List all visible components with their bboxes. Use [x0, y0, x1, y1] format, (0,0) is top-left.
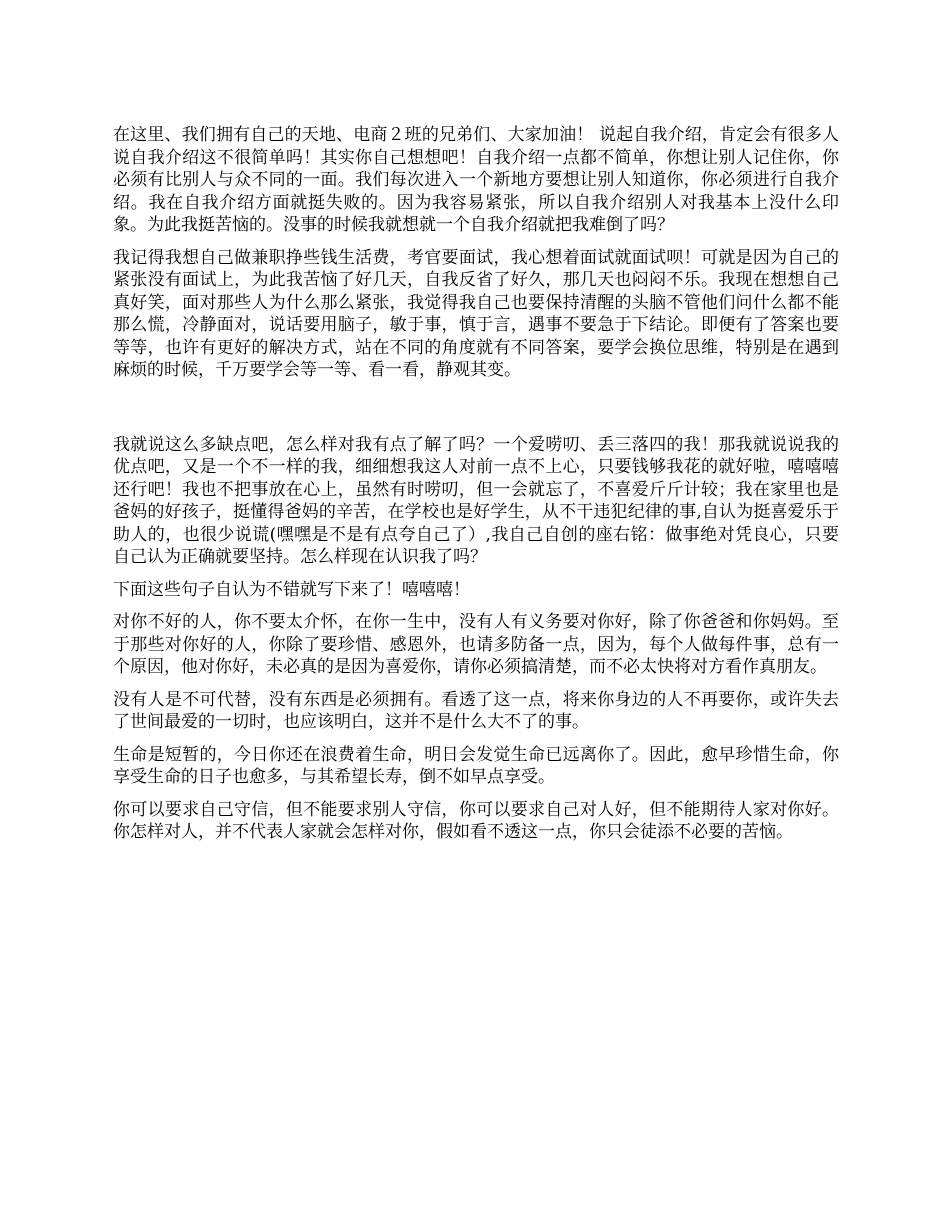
paragraph-intro: 在这里、我们拥有自己的天地、电商２班的兄弟们、大家加油！ 说起自我介绍，肯定会有很多人说自我介绍这不很简单吗！其实你自己想想吧！自我介绍一点都不简单，你想让别人记住你，你必须有比别人与众不同的一面。我们每次进入一个新地方要想让别人知道你，你必须进行自我介绍。我在自我介绍方面就挺失败的。因为我容易紧张，所以自我介绍别人对我基本上没什么印象。为此我挺苦恼的。没事的时候我就想就一个自我介绍就把我难倒了吗？: [113, 125, 839, 235]
paragraph-quotes-intro: 下面这些句子自认为不错就写下来了！嘻嘻嘻！: [113, 579, 470, 600]
paragraph-quote-3: 生命是短暂的，今日你还在浪费着生命，明日会发觉生命已远离你了。因此，愈早珍惜生命，你享受生命的日子也愈多，与其希望长寿，倒不如早点享受。: [113, 744, 839, 787]
paragraph-interview: 我记得我想自己做兼职挣些钱生活费，考官要面试，我心想着面试就面试呗！可就是因为自己的紧张没有面试上，为此我苦恼了好几天，自我反省了好久，那几天也闷闷不乐。我现在想想自己真好笑，面对那些人为什么那么紧张，我觉得我自己也要保持清醒的头脑不管他们问什么都不能那么慌，冷静面对，说话要用脑子，敏于事，慎于言，遇事不要急于下结论。即便有了答案也要等等，也许有更好的解决方式，站在不同的角度就有不同答案，要学会换位思维，特别是在遇到麻烦的时候，千万要学会等一等、看一看，静观其变。: [113, 247, 839, 380]
document-page: [113, 124, 839, 854]
paragraph-quote-2: 没有人是不可代替，没有东西是必须拥有。看透了这一点，将来你身边的人不再要你，或许失去了世间最爱的一切时，也应该明白，这并不是什么大不了的事。: [113, 689, 839, 732]
paragraph-spacer: [113, 392, 839, 434]
paragraph-quote-4: 你可以要求自己守信，但不能要求别人守信，你可以要求自己对人好，但不能期待人家对你好。你怎样对人，并不代表人家就会怎样对你，假如看不透这一点，你只会徒添不必要的苦恼。: [113, 799, 839, 842]
paragraph-quote-1: 对你不好的人，你不要太介怀，在你一生中，没有人有义务要对你好，除了你爸爸和你妈妈。至于那些对你好的人，你除了要珍惜、感恩外，也请多防备一点，因为，每个人做每件事，总有一个原因，他对你好，未必真的是因为喜爱你，请你必须搞清楚，而不必太快将对方看作真朋友。: [113, 612, 839, 677]
paragraph-strengths: 我就说这么多缺点吧，怎么样对我有点了解了吗？一个爱唠叨、丢三落四的我！那我就说说我的优点吧，又是一个不一样的我，细细想我这人对前一点不上心，只要钱够我花的就好啦，嘻嘻嘻还行吧！我也不把事放在心上，虽然有时唠叨，但一会就忘了，不喜爱斤斤计较；我在家里也是爸妈的好孩子，挺懂得爸妈的辛苦，在学校也是好学生，从不干违犯纪律的事,自认为挺喜爱乐于助人的，也很少说谎(嘿嘿是不是有点夸自己了）,我自己自创的座右铭：做事绝对凭良心，只要自己认为正确就要坚持。怎么样现在认识我了吗？: [113, 434, 839, 567]
